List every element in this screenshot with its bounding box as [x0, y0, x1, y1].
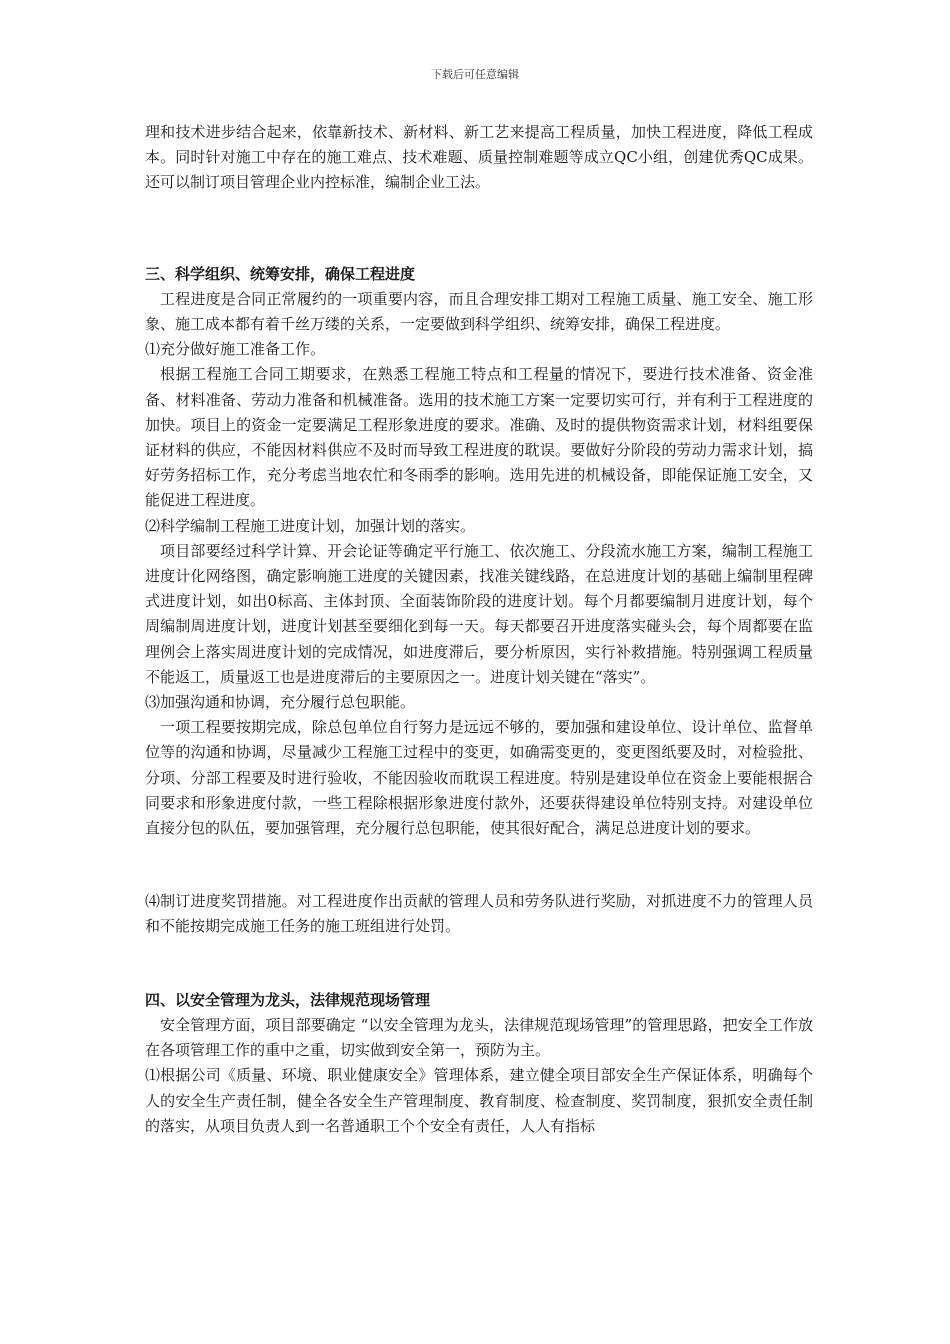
section-3-intro: 工程进度是合同正常履约的一项重要内容，而且合理安排工期对工程施工质量、施工安全、施工形象、施工成本都有着千丝万缕的关系，一定要做到科学组织、统筹安排，确保工程进度。: [145, 289, 813, 334]
item-3-body: 一项工程要按期完成，除总包单位自行努力是远远不够的，要加强和建设单位、设计单位、监督单位等的沟通和协调，尽量减少工程施工过程中的变更，如确需变更的，变更图纸要及时，对检验批、分项、分部工程要及时进行验收，不能因验收而耽误工程进度。特别是建设单位在资金上要能根据合同要求和形象进度付款，一些工程除根据形象进度付款外，还要获得建设单位特别支持。对建设单位直接分包的队伍，要加强管理，充分履行总包职能，使其很好配合，满足总进度计划的要求。: [145, 718, 813, 838]
item-1-body: 根据工程施工合同工期要求，在熟悉工程施工特点和工程量的情况下，要进行技术准备、资金准备、材料准备、劳动力准备和机械准备。选用的技术施工方案一定要切实可行，并有利于工程进度的加快。项目上的资金一定要满足工程形象进度的要求。准确、及时的提供物资需求计划，材料组要保证材料的供应，不能因材料供应不及时而导致工程进度的耽误。要做好分阶段的劳动力需求计划，搞好劳务招标工作，充分考虑当地农忙和冬雨季的影响。选用先进的机械设备，即能保证施工安全，又能促进工程进度。: [145, 365, 813, 510]
item-3-title: ⑶加强沟通和协调，充分履行总包职能。: [145, 693, 416, 712]
section-4-item-1: ⑴根据公司《质量、环境、职业健康安全》管理体系，建立健全项目部安全生产保证体系，明确每个人的安全生产责任制，健全各安全生产管理制度、教育制度、检查制度、奖罚制度，狠抓安全责任制的落实，从项目负责人到一名普通职工个个安全有责任，人人有指标: [145, 1066, 813, 1135]
section-heading-4: 四、以安全管理为龙头，法律规范现场管理: [145, 990, 431, 1009]
intro-paragraph: 理和技术进步结合起来，依靠新技术、新材料、新工艺来提高工程质量，加快工程进度，降低工程成本。同时针对施工中存在的施工难点、技术难题、质量控制难题等成立QC小组，创建优秀QC成果。还可以制订项目管理企业内控标准，编制企业工法。: [145, 123, 813, 192]
item-2-body: 项目部要经过科学计算、开会论证等确定平行施工、依次施工、分段流水施工方案，编制工程施工进度计化网络图，确定影响施工进度的关键因素，找准关键线路，在总进度计划的基础上编制里程碑式进度计划，如出0标高、主体封顶、全面装饰阶段的进度计划。每个月都要编制月进度计划，每个周编制周进度计划，进度计划甚至要细化到每一天。每天都要召开进度落实碰头会，每个周都要在监理例会上落实周进度计划的完成情况，如进度滞后，要分析原因，实行补救措施。特别强调工程质量不能返工，质量返工也是进度滞后的主要原因之一。进度计划关键在“落实”。: [145, 541, 813, 686]
document-body: [145, 120, 813, 1139]
item-2-title: ⑵科学编制工程施工进度计划，加强计划的落实。: [145, 516, 476, 535]
item-1-title: ⑴充分做好施工准备工作。: [145, 340, 326, 359]
item-4: ⑷制订进度奖罚措施。对工程进度作出贡献的管理人员和劳务队进行奖励，对抓进度不力的管理人员和不能按期完成施工任务的施工班组进行处罚。: [145, 892, 813, 936]
page-header: 下载后可任意编辑: [431, 68, 519, 81]
section-heading-3: 三、科学组织、统筹安排，确保工程进度: [145, 264, 416, 283]
section-4-intro: 安全管理方面，项目部要确定 “以安全管理为龙头，法律规范现场管理”的管理思路，把安全工作放在各项管理工作的重中之重，切实做到安全第一，预防为主。: [145, 1015, 813, 1060]
